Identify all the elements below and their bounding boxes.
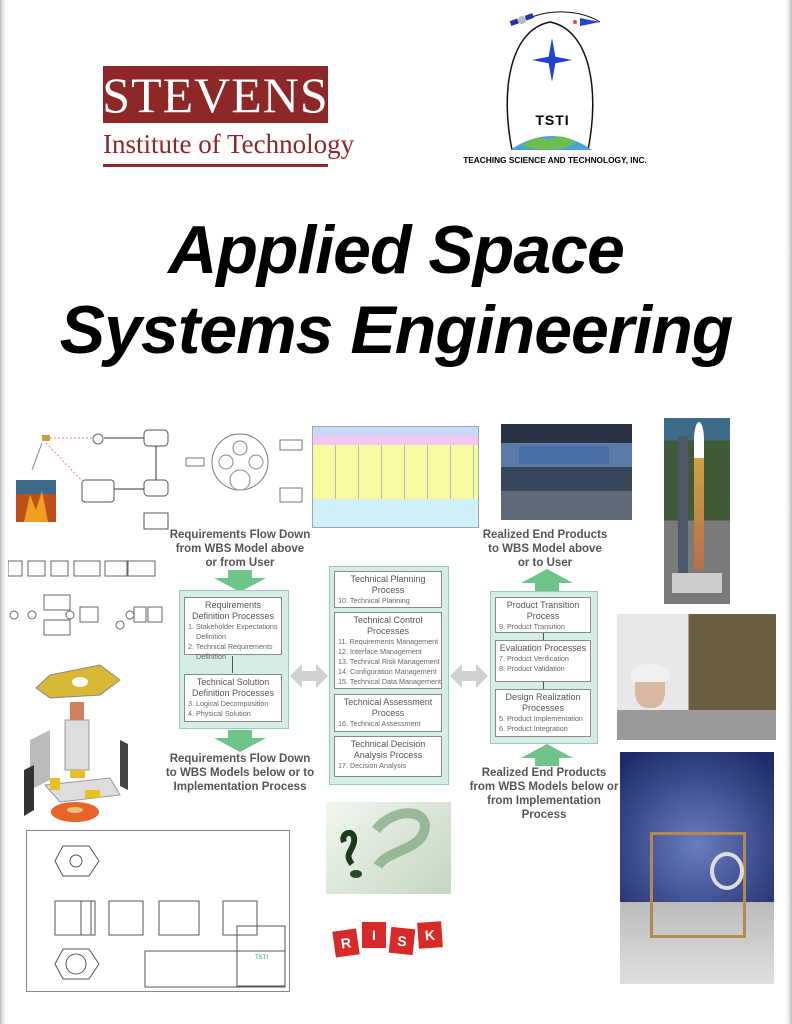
box-item: 11. Requirements Management [338,637,439,646]
caption-line: to WBS Model above [488,543,602,555]
requirements-definition-box [184,597,282,661]
realized-end-products-bottom-caption [468,766,620,822]
title-line-2: Systems Engineering [59,292,733,368]
caption-line: to WBS Models below or to [165,767,315,779]
risk-cubes-image [330,918,448,978]
evaluation-processes-box [495,640,591,682]
caption-line: or from User [205,557,275,569]
up-arrow-icon [519,744,575,766]
tsti-logo [440,10,670,170]
bidirectional-arrow-icon [290,664,328,688]
technical-decision-analysis-box [334,736,442,777]
box-heading: Evaluation Processes [499,643,587,653]
page-title [0,210,792,370]
stevens-logo-name: STEVENS [102,66,329,123]
spacecraft-integration-photo [620,752,774,984]
caption-line: Requirements Flow Down [169,529,311,541]
caption-line: from WBS Model above [175,543,305,555]
left-page-edge [0,0,6,1024]
engineering-drawing [26,830,290,992]
technical-solution-definition-box [184,674,282,722]
realized-end-products-top-caption [470,528,620,570]
box-item: 8. Product Validation [499,664,565,673]
tsti-emblem-icon [440,10,670,160]
question-mark-icon [326,802,451,894]
stevens-logo-underline [103,164,328,167]
cleanroom-engineer-photo [617,614,776,740]
box-item: 2. Technical Requirements [188,642,273,651]
down-arrow-icon [212,570,268,592]
box-heading: Design Realization Processes [505,692,581,713]
context-diagram-icon [180,430,310,510]
right-page-edge [786,0,792,1024]
box-item: 15. Technical Data Management [338,677,441,686]
caption-line: Implementation Process [173,781,307,793]
drawing-title-block-label: TSTI [255,955,268,961]
mission-control-photo [501,424,632,520]
tsti-logo-caption: TEACHING SCIENCE AND TECHNOLOGY, INC. [463,155,647,165]
functional-flow-diagram [8,558,168,648]
risk-cube-k: K [417,921,443,949]
tsti-logo-name: TSTI [535,112,570,128]
exploded-spacecraft-image [20,660,140,825]
caption-line: Realized End Products [482,529,608,541]
risk-cube-s: S [389,927,416,955]
box-heading: Technical Control Processes [353,615,423,636]
caption-line: from WBS Models below or [469,781,619,793]
requirements-flow-down-bottom-caption [160,752,320,794]
risk-cube-i: I [362,922,386,948]
rocket-launch-photo [664,418,730,604]
stevens-logo-subtitle: Institute of Technology [103,129,355,159]
bidirectional-arrow-icon [450,664,488,688]
risk-cube-r: R [332,928,359,957]
caption-line: Realized End Products [481,767,607,779]
title-line-1: Applied Space [168,212,624,288]
question-mark-image [326,802,451,894]
box-item: 3. Logical Decomposition [188,699,269,708]
box-item: 7. Product Verification [499,654,569,663]
box-item: 4. Physical Solution [188,709,251,718]
engineering-drawing-icon [27,831,289,991]
box-item: 6. Product Integration [499,724,568,733]
functional-flow-icon [8,558,168,648]
box-heading: Technical Planning Process [350,574,426,595]
box-heading: Technical Solution Definition Processes [191,677,275,698]
down-arrow-icon [212,730,268,752]
technical-control-box [334,612,442,689]
box-item: 10. Technical Planning [338,596,410,605]
box-item: 5. Product Implementation [499,714,583,723]
box-heading: Technical Assessment Process [343,697,433,718]
connector-arrow [543,633,544,640]
box-item: 13. Technical Risk Management [338,657,440,666]
box-item: 12. Interface Management [338,647,422,656]
box-item: Definition [196,632,226,641]
caption-line: Requirements Flow Down [169,753,311,765]
technical-assessment-box [334,694,442,732]
context-diagram [180,430,310,510]
box-heading: Requirements Definition Processes [191,600,275,621]
requirements-flow-down-top-caption [160,528,320,570]
caption-line: from Implementation Process [487,795,601,821]
mission-architecture-diagram [14,425,169,535]
box-item: 14. Configuration Management [338,667,437,676]
connector-arrow [543,682,544,689]
technical-planning-box [334,571,442,608]
box-item: 16. Technical Assessment [338,719,421,728]
box-heading: Product Transition Process [506,600,580,621]
box-item: Definition [196,652,226,661]
stevens-logo [102,66,355,170]
connector-arrow [232,656,233,673]
box-heading: Technical Decision Analysis Process [350,739,426,760]
box-item: 1. Stakeholder Expectations [188,622,278,631]
spacecraft-model-icon [20,660,140,825]
box-item: 9. Product Transition [499,622,565,631]
caption-line: or to User [517,557,573,569]
design-realization-box [495,689,591,737]
product-transition-box [495,597,591,633]
architecture-diagram-icon [14,425,169,535]
box-item: 17. Decision Analysis [338,761,406,770]
lifecycle-chart-image [312,426,479,528]
up-arrow-icon [519,569,575,591]
